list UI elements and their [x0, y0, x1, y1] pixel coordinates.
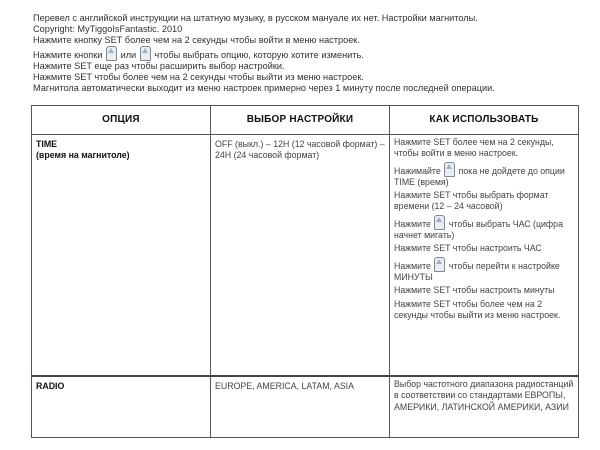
up-button-icon [106, 46, 117, 61]
option-title-time: TIME [36, 139, 58, 149]
step-5: Нажмите SET чтобы настроить ЧАС [394, 243, 542, 254]
header-how: КАК ИСПОЛЬЗОВАТЬ [390, 106, 579, 135]
intro-line-5: Нажмите SET еще раз чтобы расширить выбор настройки. [33, 61, 285, 71]
option-cell-time [32, 135, 211, 377]
intro-line-7: Магнитола автоматически выходит из меню настроек примерно через 1 минуту после последней операции. [33, 83, 495, 93]
option-sub-time: (время на магнитоле) [36, 150, 130, 161]
intro-line-4 [33, 46, 593, 61]
table-header-row [32, 106, 579, 135]
intro-line-6: Нажмите SET чтобы более чем на 2 секунды чтобы выйти из меню настроек. [33, 72, 364, 82]
step-1: Нажмите SET более чем на 2 секунды, чтобы войти в меню настроек. [394, 137, 554, 159]
down-button-icon [140, 46, 151, 61]
step-8: Нажмите SET чтобы более чем на 2 секунды чтобы выйти из меню настроек. [394, 298, 561, 320]
intro-line-1: Перевел с английской инструкции на штатную музыку, в русском мануале их нет. Настройки магнитолы. [33, 13, 478, 23]
up-button-icon [434, 215, 445, 230]
up-button-icon [434, 257, 445, 272]
intro-line-4c: чтобы выбрать опцию, которую хотите изменить. [154, 50, 364, 60]
header-value: ВЫБОР НАСТРОЙКИ [211, 106, 390, 135]
how-cell-time [390, 135, 579, 377]
intro-text [33, 13, 593, 94]
value-cell-radio: EUROPE, AMERICA, LATAM, ASIA [211, 376, 390, 438]
settings-table [31, 105, 579, 438]
option-cell-radio: RADIO [32, 376, 211, 438]
intro-line-2: Copyright: MyTiggoIsFantastic. 2010 [33, 24, 183, 34]
step-7: Нажмите SET чтобы настроить минуты [394, 285, 555, 296]
step-6: Нажмите чтобы перейти к настройке МИНУТЫ [394, 257, 574, 284]
step-4: Нажмите чтобы выбрать ЧАС (цифра начнет мигать) [394, 215, 574, 242]
table-row-radio [32, 376, 579, 438]
value-cell-time: OFF (выкл.) – 12H (12 часовой формат) – 24H (24 часовой формат) [211, 135, 390, 377]
how-cell-radio: Выбор частотного диапазона радиостанций в соответствии со стандартами ЕВРОПЫ, АМЕРИКИ, ЛАТИНСКОЙ АМЕРИКИ, АЗИИ [390, 376, 579, 438]
intro-line-4b: или [120, 50, 137, 60]
header-option: ОПЦИЯ [32, 106, 211, 135]
up-button-icon [444, 162, 455, 177]
table-row-time [32, 135, 579, 377]
step-3: Нажмите SET чтобы выбрать формат времени (12 – 24 часовой) [394, 190, 549, 212]
intro-line-3: Нажмите кнопку SET более чем на 2 секунды чтобы войти в меню настроек. [33, 35, 360, 45]
intro-line-4a: Нажмите кнопки [33, 50, 103, 60]
step-2: Нажимайте пока не дойдете до опции TIME (время) [394, 162, 574, 189]
